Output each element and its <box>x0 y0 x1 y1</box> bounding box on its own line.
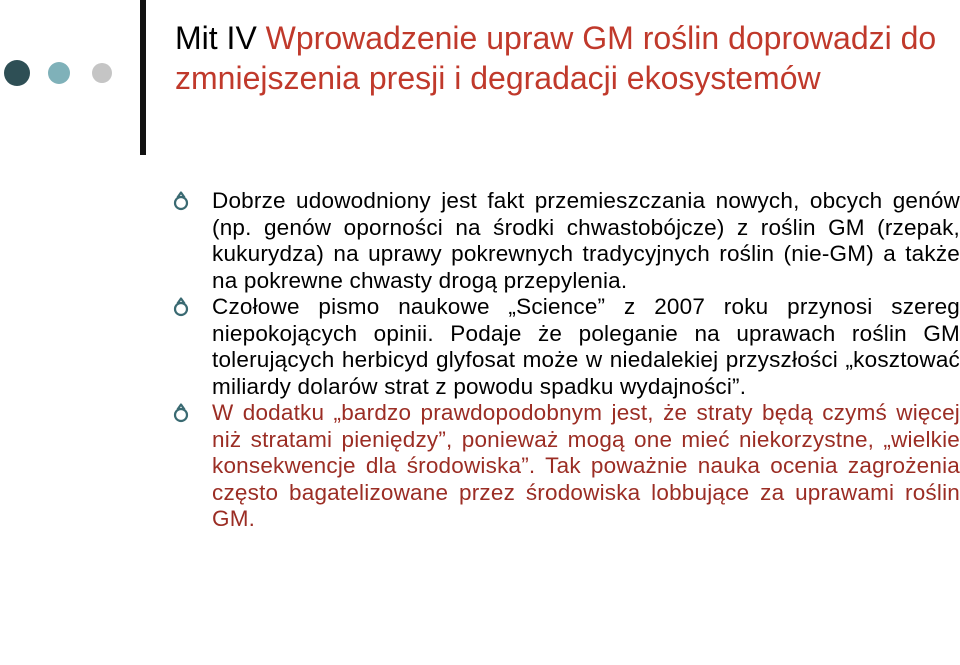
bullet-item <box>170 400 960 533</box>
bullet-text: Dobrze udowodniony jest fakt przemieszczania nowych, obcych genów (np. genów oporności na środki chwastobójcze) z roślin GM (rzepak, kukurydza) na uprawy pokrewnych tradycyjnych roślin (nie-GM) a także na pokrewne chwasty drogą przepylenia. <box>212 188 960 293</box>
ring-bullet-icon <box>170 191 192 213</box>
title-prefix: Mit IV <box>175 20 257 56</box>
dot-gray <box>92 63 112 83</box>
ring-bullet-icon <box>170 297 192 319</box>
slide-title <box>175 18 945 98</box>
title-highlight: Wprowadzenie upraw GM roślin doprowadzi do zmniejszenia presji i degradacji ekosystemów <box>175 20 937 96</box>
dot-dark <box>4 60 30 86</box>
bullet-list <box>170 188 960 533</box>
bullet-item <box>170 294 960 400</box>
ring-bullet-icon <box>170 403 192 425</box>
dot-teal <box>48 62 70 84</box>
bullet-text: Czołowe pismo naukowe „Science” z 2007 roku przynosi szereg niepokojących opinii. Podaje że poleganie na uprawach roślin GM tolerujących herbicyd glyfosat może w niedalekiej przyszłości „kosztować miliardy dolarów strat z powodu spadku wydajności”. <box>212 294 960 399</box>
title-divider-bar <box>140 0 146 155</box>
bullet-item <box>170 188 960 294</box>
bullet-text: W dodatku „bardzo prawdopodobnym jest, że straty będą czymś więcej niż stratami pieniędzy”, ponieważ mogą one mieć niekorzystne, „wielkie konsekwencje dla środowiska”. Tak poważnie nauka ocenia zagrożenia często bagatelizowane przez środowiska lobbujące za uprawami roślin GM. <box>212 400 960 531</box>
